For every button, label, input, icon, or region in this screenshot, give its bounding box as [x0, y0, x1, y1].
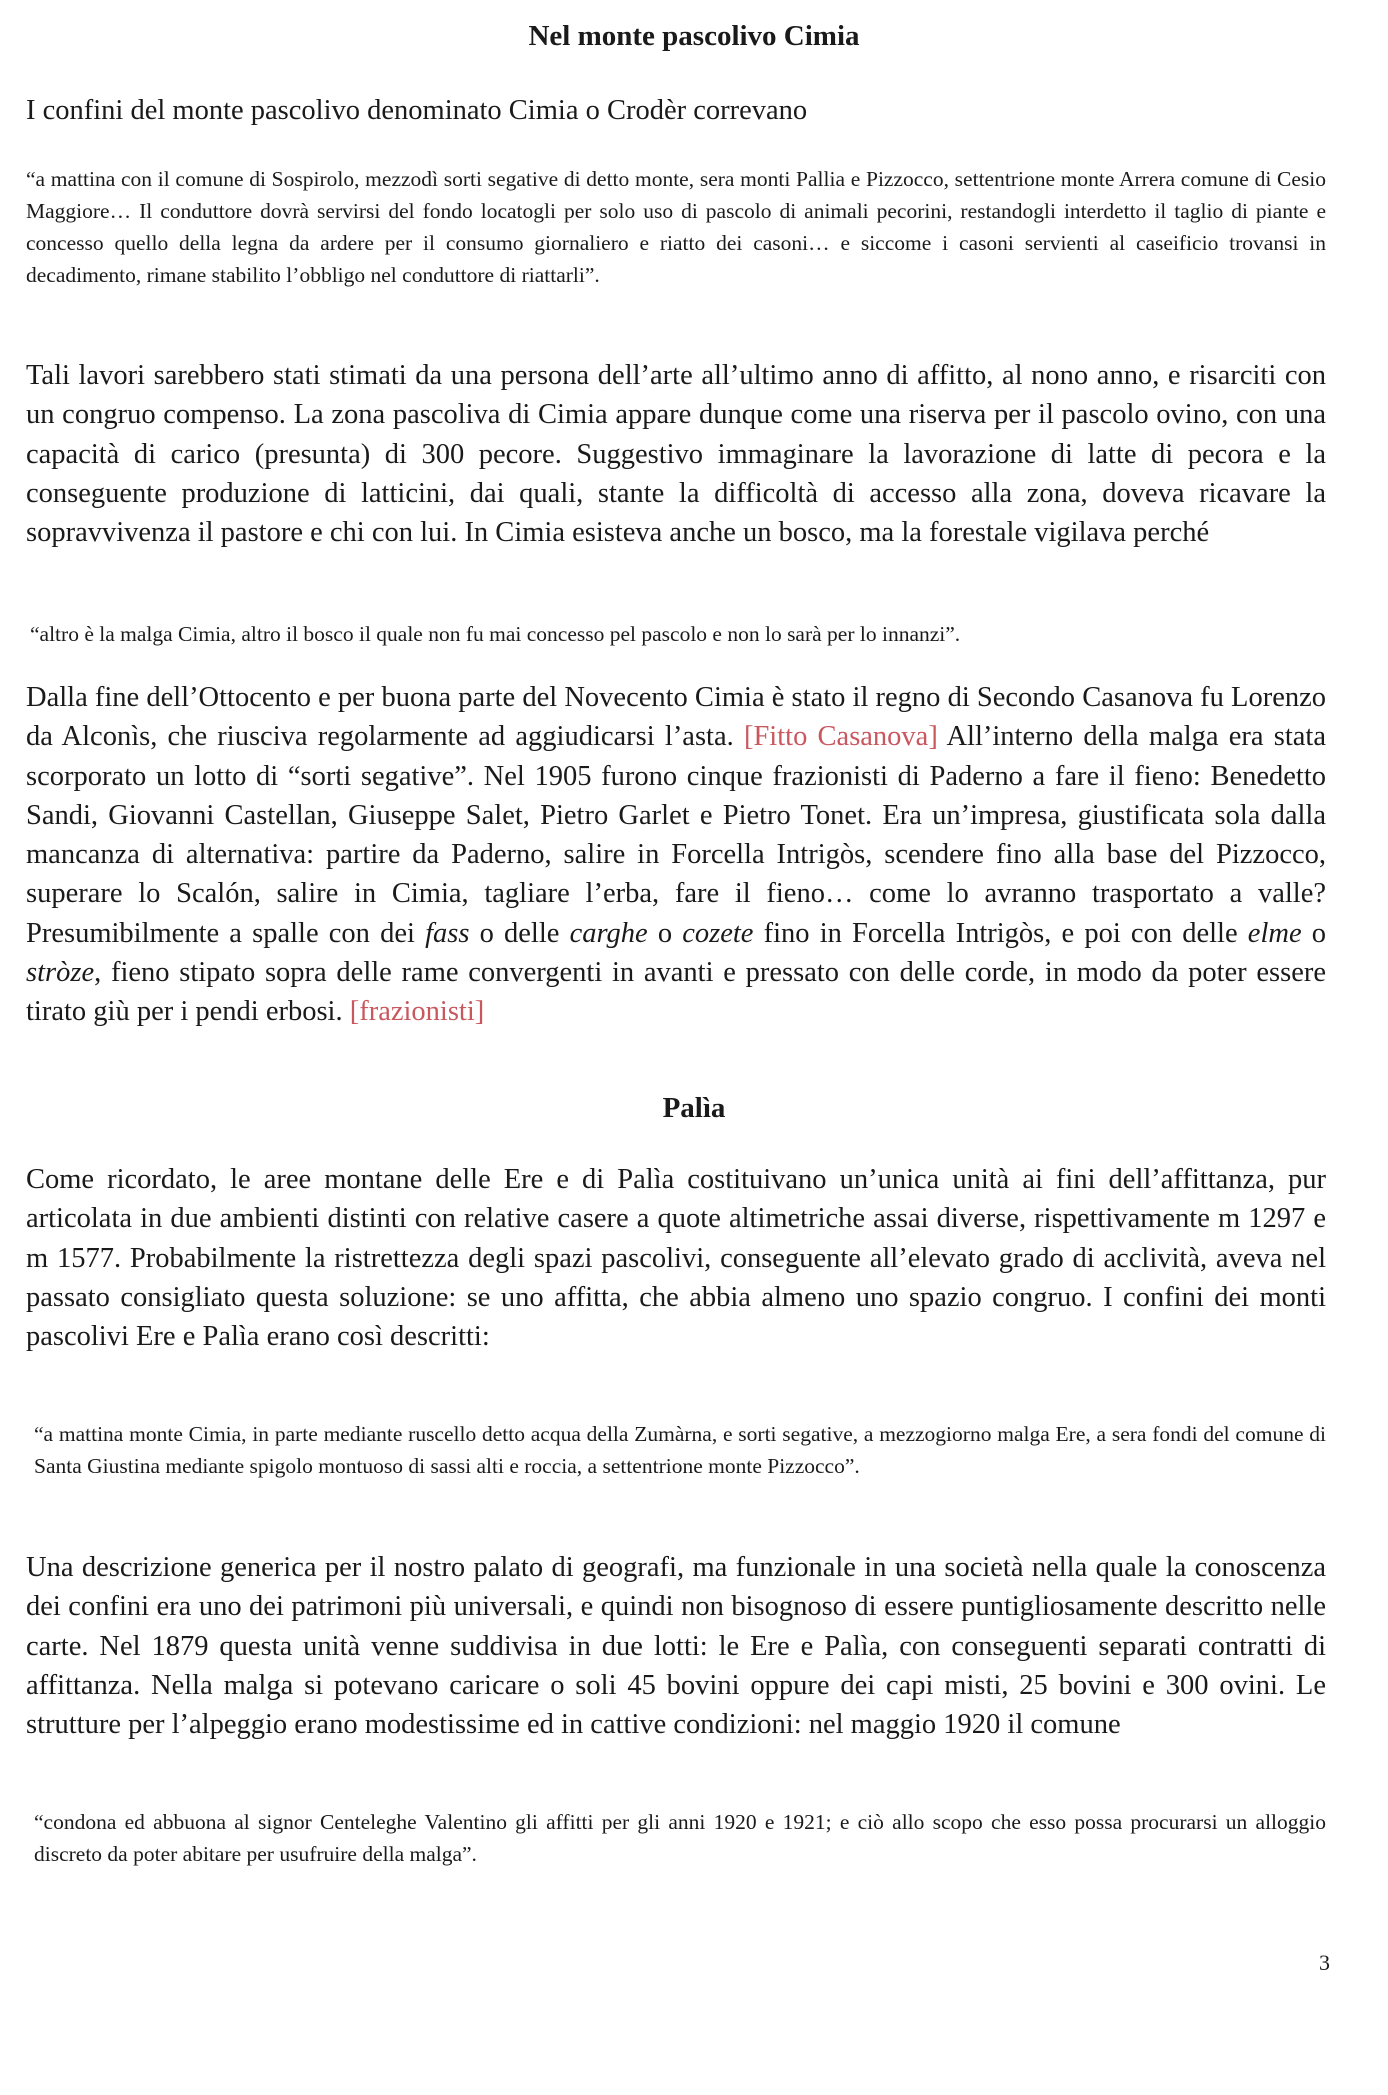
italic-term: stròze — [26, 957, 95, 989]
quote-bosco: “altro è la malga Cimia, altro il bosco il quale non fu mai concesso pel pascolo e non lo sarà per lo innanzi”. — [30, 622, 961, 646]
italic-term: fass — [425, 917, 470, 949]
intro-paragraph: I confini del monte pascolivo denominato Cimia o Crodèr correvano — [26, 95, 808, 126]
paragraph-casanova — [26, 678, 1326, 1032]
italic-term: elme — [1247, 917, 1302, 949]
link-fitto-casanova[interactable]: [Fitto Casanova] — [743, 721, 938, 753]
text-span: , fieno stipato sopra delle rame convergenti in avanti e pressato con delle corde, in modo da poter essere tirato giù per i pendi erbosi. — [26, 957, 1326, 1028]
italic-term: carghe — [569, 917, 648, 949]
quote-boundaries-cimia: “a mattina con il comune di Sospirolo, mezzodì sorti segative di detto monte, sera monti Pallia e Pizzocco, settentrione monte Arrera comune di Cesio Maggiore… Il conduttore dovrà servirsi del fondo locatogli per solo uso di pascolo di animali pecorini, restandogli interdetto il taglio di piante e concesso quello della legna da ardere per il consumo giornaliero e riatto dei casoni… e siccome i casoni servienti al caseificio trovansi in decadimento, rimane stabilito l’obbligo nel conduttore di riattarli”. — [26, 167, 1326, 287]
quote-condona: “condona ed abbuona al signor Centeleghe Valentino gli affitti per gli anni 1920 e 1921; e ciò allo scopo che esso possa procurarsi un alloggio discreto da poter abitare per usufruire della malga”. — [34, 1810, 1326, 1866]
paragraph-descrizione: Una descrizione generica per il nostro palato di geografi, ma funzionale in una società nella quale la conoscenza dei confini era uno dei patrimoni più universali, e quindi non bisognoso di essere puntigliosamente descritto nelle carte. Nel 1879 questa unità venne suddivisa in due lotti: le Ere e Palìa, con conseguenti separati contratti di affittanza. Nella malga si potevano caricare o soli 45 bovini oppure dei capi misti, 25 bovini e 300 ovini. Le strutture per l’alpeggio erano modestissime ed in cattive condizioni: nel maggio 1920 il comune — [26, 1552, 1326, 1741]
text-span: Dalla fine dell’Ottocento e per buona parte del Novecento Cimia è stato il regno di Secondo Casanova fu Lorenzo da Alconìs, che riusciva regolarmente ad aggiudicarsi l’asta. — [26, 682, 1326, 753]
text-span: fino in Forcella Intrigòs, e poi con delle — [753, 917, 1248, 949]
italic-term: cozete — [682, 917, 754, 949]
text-span: All’interno della malga era stata scorporato un lotto di “sorti segative”. Nel 1905 furono cinque frazionisti di Paderno a fare il fieno: Benedetto Sandi, Giovanni Castellan, Giuseppe Salet, Pietro Garlet e Pietro Tonet. Era un’impresa, giustificata sola dalla mancanza di alternativa: partire da Paderno, salire in Forcella Intrigòs, scendere fino alla base del Pizzocco, superare lo Scalón, salire in Cimia, tagliare l’erba, fare il fieno… come lo avranno trasportato a valle? Presumibilmente a spalle con dei — [26, 721, 1327, 949]
text-span: o — [647, 917, 683, 949]
page-number: 3 — [1319, 1950, 1330, 1975]
section-title-cimia: Nel monte pascolivo Cimia — [528, 20, 860, 52]
text-span: o delle — [469, 917, 570, 949]
text-span: o — [1301, 917, 1327, 949]
link-frazionisti[interactable]: [frazionisti] — [349, 996, 485, 1028]
quote-boundaries-palia: “a mattina monte Cimia, in parte mediante ruscello detto acqua della Zumàrna, e sorti segative, a mezzogiorno malga Ere, a sera fondi del comune di Santa Giustina mediante spigolo montuoso di sassi alti e roccia, a settentrione monte Pizzocco”. — [34, 1422, 1326, 1478]
section-title-palia: Palìa — [662, 1092, 726, 1124]
paragraph-ere-palia: Come ricordato, le aree montane delle Ere e di Palìa costituivano un’unica unità ai fini dell’affittanza, pur articolata in due ambienti distinti con relative casere a quote altimetriche assai diverse, rispettivamente m 1297 e m 1577. Probabilmente la ristrettezza degli spazi pascolivi, conseguente all’elevato grado di acclività, aveva nel passato consigliato questa soluzione: se uno affitta, che abbia almeno uno spazio congruo. I confini dei monti pascolivi Ere e Palìa erano così descritti: — [26, 1164, 1326, 1353]
paragraph-lavori: Tali lavori sarebbero stati stimati da una persona dell’arte all’ultimo anno di affitto, al nono anno, e risarciti con un congruo compenso. La zona pascoliva di Cimia appare dunque come una riserva per il pascolo ovino, con una capacità di carico (presunta) di 300 pecore. Suggestivo immaginare la lavorazione di latte di pecora e la conseguente produzione di latticini, dai quali, stante la difficoltà di accesso alla zona, doveva ricavare la sopravvivenza il pastore e chi con lui. In Cimia esisteva anche un bosco, ma la forestale vigilava perché — [26, 360, 1326, 549]
